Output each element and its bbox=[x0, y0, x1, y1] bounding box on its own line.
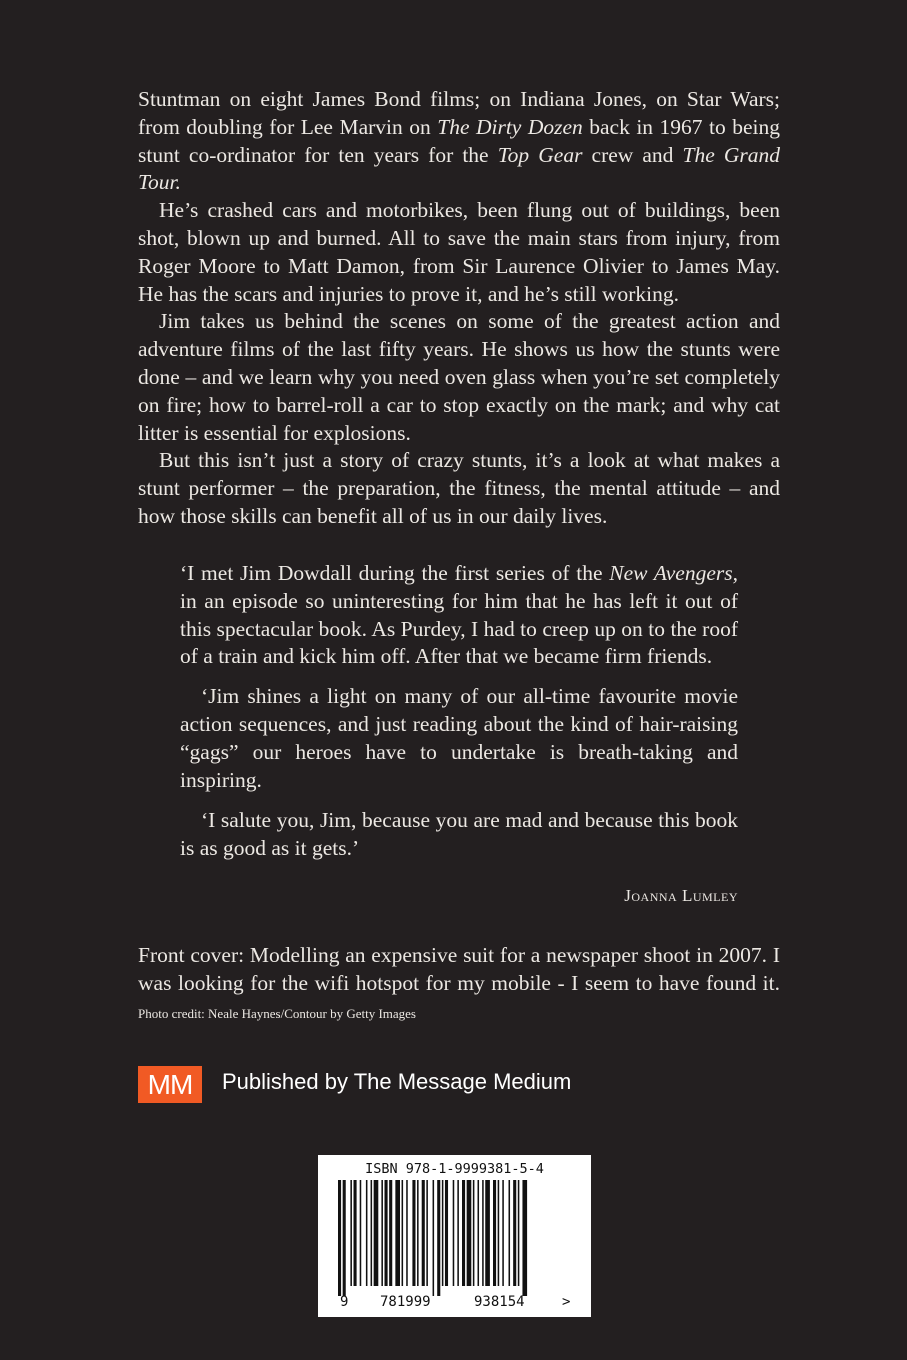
barcode-bar bbox=[482, 1180, 484, 1286]
barcode-bar bbox=[433, 1180, 435, 1296]
barcode-bar bbox=[417, 1180, 419, 1286]
barcode-bar bbox=[350, 1180, 352, 1286]
barcode-quiet-marker: > bbox=[562, 1294, 571, 1310]
blurb bbox=[138, 86, 780, 531]
barcode-bar bbox=[485, 1180, 490, 1286]
barcode-bar bbox=[493, 1180, 496, 1286]
barcode-bar bbox=[402, 1180, 404, 1286]
blurb-paragraph-1: Stuntman on eight James Bond films; on Indiana Jones, on Star Wars; from doubling for Lee Marvin on The Dirty Dozen back in 1967 to being stunt co-ordinator for ten years for the Top Gear crew and The Grand Tour. bbox=[138, 87, 780, 195]
isbn-number: ISBN 978-1-9999381-5-4 bbox=[365, 1161, 544, 1177]
barcode-bar bbox=[498, 1180, 500, 1286]
testimonial-quote bbox=[180, 560, 738, 876]
barcode-bar bbox=[371, 1180, 373, 1286]
barcode-first-digit: 9 bbox=[340, 1294, 349, 1310]
barcode-bar bbox=[381, 1180, 383, 1286]
barcode-bar bbox=[462, 1180, 465, 1286]
barcode-bar bbox=[343, 1180, 346, 1296]
barcode-bar bbox=[478, 1180, 480, 1286]
front-cover-caption bbox=[138, 942, 780, 1027]
barcode-left-digits: 781999 bbox=[380, 1294, 431, 1310]
quote-paragraph-2: ‘Jim shines a light on many of our all-time favourite movie action sequences, and just reading about the kind of hair-raising “gags” our heroes have to undertake is breath-taking and inspiring. bbox=[180, 684, 738, 792]
quote-attribution: Joanna Lumley bbox=[624, 886, 738, 905]
barcode-bars bbox=[332, 1180, 578, 1296]
barcode-bar bbox=[453, 1180, 455, 1286]
barcode-bar bbox=[457, 1180, 459, 1286]
barcode-bar bbox=[412, 1180, 415, 1286]
front-cover-text: Front cover: Modelling an expensive suit for a newspaper shoot in 2007. I was looking for the wifi hotspot for my mobile - I seem to have found it. bbox=[138, 943, 780, 995]
blurb-paragraph-2: He’s crashed cars and motorbikes, been flung out of buildings, been shot, blown up and burned. All to save the main stars from injury, from Roger Moore to Matt Damon, from Sir Laurence Olivier to James May. He has the scars and injuries to prove it, and he’s still working. bbox=[138, 198, 780, 306]
barcode-bar bbox=[502, 1180, 504, 1286]
barcode-bar bbox=[385, 1180, 388, 1286]
barcode-bar bbox=[360, 1180, 362, 1286]
barcode-bar bbox=[513, 1180, 516, 1286]
barcode-bar bbox=[522, 1180, 527, 1296]
barcode-bar bbox=[509, 1180, 511, 1286]
barcode-bar bbox=[437, 1180, 440, 1296]
barcode-bar bbox=[445, 1180, 448, 1286]
barcode-bar bbox=[389, 1180, 392, 1286]
barcode-right-digits: 938154 bbox=[474, 1294, 525, 1310]
barcode-bar bbox=[426, 1180, 428, 1286]
publisher-logo: MM bbox=[138, 1066, 202, 1103]
quote-paragraph-3: ‘I salute you, Jim, because you are mad and because this book is as good as it gets.’ bbox=[180, 808, 738, 861]
barcode-bar bbox=[422, 1180, 425, 1286]
barcode-bar bbox=[338, 1180, 341, 1296]
barcode-bar bbox=[354, 1180, 357, 1286]
barcode-bar bbox=[467, 1180, 472, 1286]
barcode-bar bbox=[374, 1180, 379, 1286]
photo-credit: Photo credit: Neale Haynes/Contour by Getty Images bbox=[138, 1005, 416, 1021]
barcode-bar bbox=[395, 1180, 400, 1286]
barcode-bar bbox=[518, 1180, 520, 1286]
blurb-paragraph-3: Jim takes us behind the scenes on some of the greatest action and adventure films of the last fifty years. He shows us how the stunts were done – and we learn why you need oven glass when you’re set completely on fire; how to barrel-roll a car to stop exactly on the mark; and why cat litter is essential for explosions. bbox=[138, 309, 780, 445]
barcode-bar bbox=[406, 1180, 408, 1286]
barcode-bar bbox=[442, 1180, 444, 1286]
barcode-bar bbox=[366, 1180, 368, 1286]
quote-paragraph-1: ‘I met Jim Dowdall during the first series of the New Avengers, in an episode so uninteresting for him that he has left it out of this spectacular book. As Purdey, I had to creep up on to the roof of a train and kick him off. After that we became firm friends. bbox=[180, 561, 738, 669]
blurb-paragraph-4: But this isn’t just a story of crazy stunts, it’s a look at what makes a stunt performer – the preparation, the fitness, the mental attitude – and how those skills can benefit all of us in our daily lives. bbox=[138, 448, 780, 528]
publisher-text: Published by The Message Medium bbox=[222, 1069, 572, 1094]
barcode-bar bbox=[473, 1180, 475, 1286]
isbn-barcode bbox=[318, 1155, 591, 1317]
